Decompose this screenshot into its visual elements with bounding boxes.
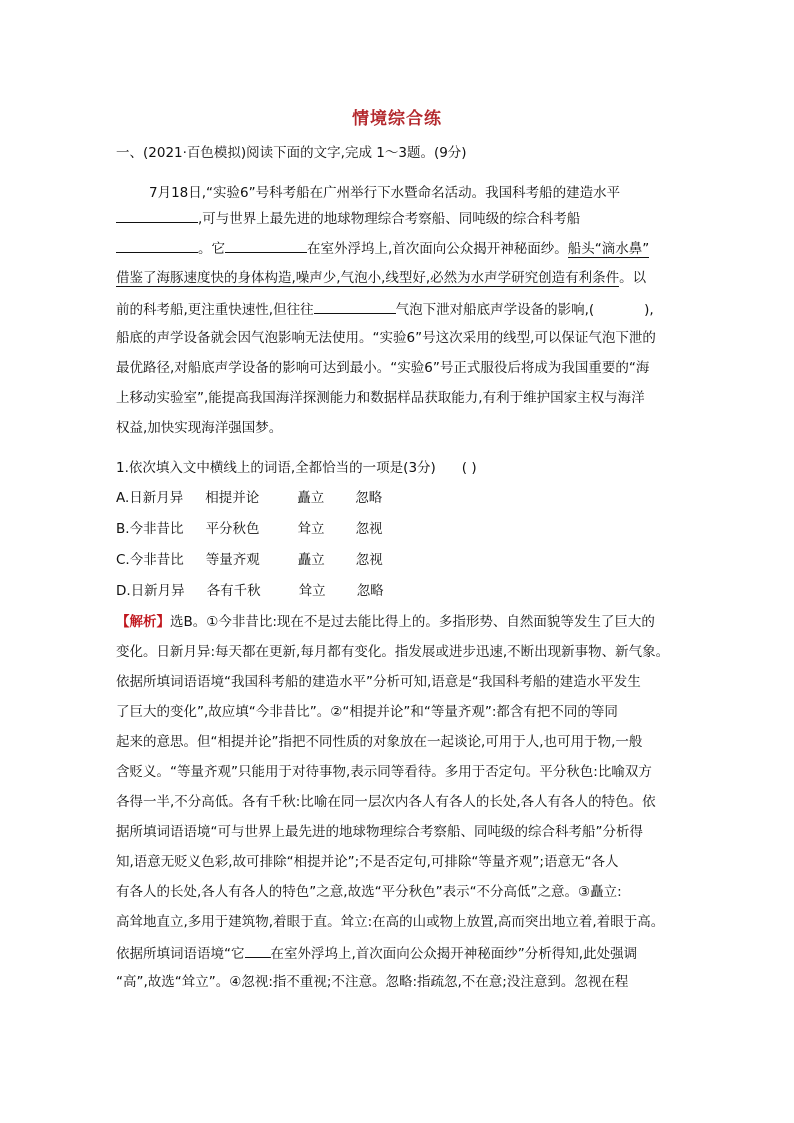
passage-text: 。它 — [198, 241, 225, 257]
option-word: 耸立 — [298, 583, 326, 599]
option-letter: C. — [116, 552, 130, 568]
passage-text: 在室外浮坞上,首次面向公众揭开神秘面纱。 — [307, 241, 568, 257]
option-word: 矗立 — [297, 490, 325, 506]
analysis-line — [116, 943, 684, 963]
section-header: 一、(2021·百色模拟)阅读下面的文字,完成 1～3题。(9分) — [116, 145, 467, 161]
option-c — [116, 551, 684, 569]
passage-line — [116, 299, 684, 319]
analysis-line: 含贬义。“等量齐观”只能用于对待事物,表示同等看待。多用于否定句。平分秋色:比喻双方 — [116, 764, 652, 780]
option-word: 日新月异 — [129, 490, 184, 506]
option-word: 今非昔比 — [129, 552, 184, 568]
underlined-sentence: 船头“滴水鼻” — [567, 241, 650, 257]
passage-line — [116, 269, 684, 287]
option-word: 等量齐观 — [205, 552, 260, 568]
passage-line: 7月18日,“实验6”号科考船在广州举行下水暨命名活动。我国科考船的建造水平 — [149, 185, 621, 201]
passage-line — [116, 208, 684, 228]
passage-text: ,可与世界上最先进的地球物理综合考察船、同吨级的综合科考船 — [198, 211, 581, 227]
passage-line: 上移动实验室”,能提高我国海洋探测能力和数据样品获取能力,有利于维护国家主权与海洋 — [116, 390, 645, 406]
analysis-line: 起来的意思。但“相提并论”指把不同性质的对象放在一起谈论,可用于人,也可用于物,一般 — [116, 734, 643, 750]
question-stem — [116, 459, 684, 477]
answer-bracket: ( ) — [461, 460, 477, 476]
analysis-text: 选B。①今非昔比:现在不是过去能比得上的。多指形势、自然面貌等发生了巨大的 — [170, 614, 655, 630]
passage-text: 前的科考船,更注重快速性,但往往 — [116, 302, 314, 318]
option-word: 日新月异 — [130, 583, 185, 599]
analysis-line: 知,语意无贬义色彩,故可排除“相提并论”;不是否定句,可排除“等量齐观”;语意无“各人 — [116, 854, 619, 870]
fill-blank — [245, 943, 271, 958]
option-word: 相提并论 — [205, 490, 260, 506]
option-d — [116, 582, 684, 600]
page-title: 情境综合练 — [352, 109, 442, 129]
option-word: 耸立 — [297, 521, 325, 537]
analysis-tag: 【解析】 — [116, 614, 170, 630]
option-word: 忽略 — [356, 583, 384, 599]
fill-blank — [225, 238, 307, 253]
fill-blank — [116, 238, 198, 253]
analysis-line — [116, 613, 684, 631]
option-word: 各有千秋 — [206, 583, 261, 599]
option-a — [116, 489, 684, 507]
analysis-line: 变化。日新月异:每天都在更新,每月都有变化。指发展或进步迅速,不断出现新事物、新气象。 — [116, 644, 670, 660]
passage-text: 气泡下泄对船底声学设备的影响,( — [395, 302, 595, 318]
passage-line — [116, 238, 684, 258]
option-word: 忽略 — [355, 490, 383, 506]
option-word: 忽视 — [355, 521, 383, 537]
option-word: 平分秋色 — [205, 521, 260, 537]
analysis-line: 据所填词语语境“可与世界上最先进的地球物理综合考察船、同吨级的综合科考船”分析得 — [116, 824, 643, 840]
passage-line: 船底的声学设备就会因气泡影响无法使用。“实验6”号这次采用的线型,可以保证气泡下泄的 — [116, 330, 656, 346]
option-word: 矗立 — [297, 552, 325, 568]
analysis-line: “高”,故选“耸立”。④忽视:指不重视;不注意。忽略:指疏忽,不在意;没注意到。忽视在程 — [116, 974, 629, 990]
analysis-line: 有各人的长处,各人有各人的特色”之意,故选“平分秋色”表示“不分高低”之意。③矗立: — [116, 884, 622, 900]
option-word: 忽视 — [355, 552, 383, 568]
analysis-line: 高耸地直立,多用于建筑物,着眼于直。耸立:在高的山或物上放置,高而突出地立着,着眼于高。 — [116, 914, 665, 930]
underlined-sentence: 借鉴了海豚速度快的身体构造,噪声少,气泡小,线型好,必然为水声学研究创造有利条件 — [116, 270, 620, 286]
passage-line: 权益,加快实现海洋强国梦。 — [116, 420, 283, 436]
passage-text: 。以 — [619, 270, 647, 286]
option-word: 今非昔比 — [129, 521, 184, 537]
option-letter: D. — [116, 583, 131, 599]
passage-line: 最优路径,对船底声学设备的影响可达到最小。“实验6”号正式服役后将成为我国重要的“海 — [116, 360, 650, 376]
question-text: 1.依次填入文中横线上的词语,全都恰当的一项是(3分) — [116, 460, 436, 476]
fill-blank — [314, 299, 396, 314]
option-letter: A. — [116, 490, 130, 506]
analysis-line: 依据所填词语语境“我国科考船的建造水平”分析可知,语意是“我国科考船的建造水平发生 — [116, 674, 641, 690]
analysis-line: 了巨大的变化”,故应填“今非昔比”。②“相提并论”和“等量齐观”:都含有把不同的等同 — [116, 704, 618, 720]
fill-blank — [116, 208, 198, 223]
option-b — [116, 520, 684, 538]
analysis-line: 各得一半,不分高低。各有千秋:比喻在同一层次内各人有各人的长处,各人有各人的特色。依 — [116, 794, 656, 810]
option-letter: B. — [116, 521, 130, 537]
passage-text: ), — [644, 302, 654, 318]
analysis-text: 在室外浮坞上,首次面向公众揭开神秘面纱”分析得知,此处强调 — [270, 946, 638, 962]
analysis-text: 依据所填词语语境“它 — [116, 946, 245, 962]
